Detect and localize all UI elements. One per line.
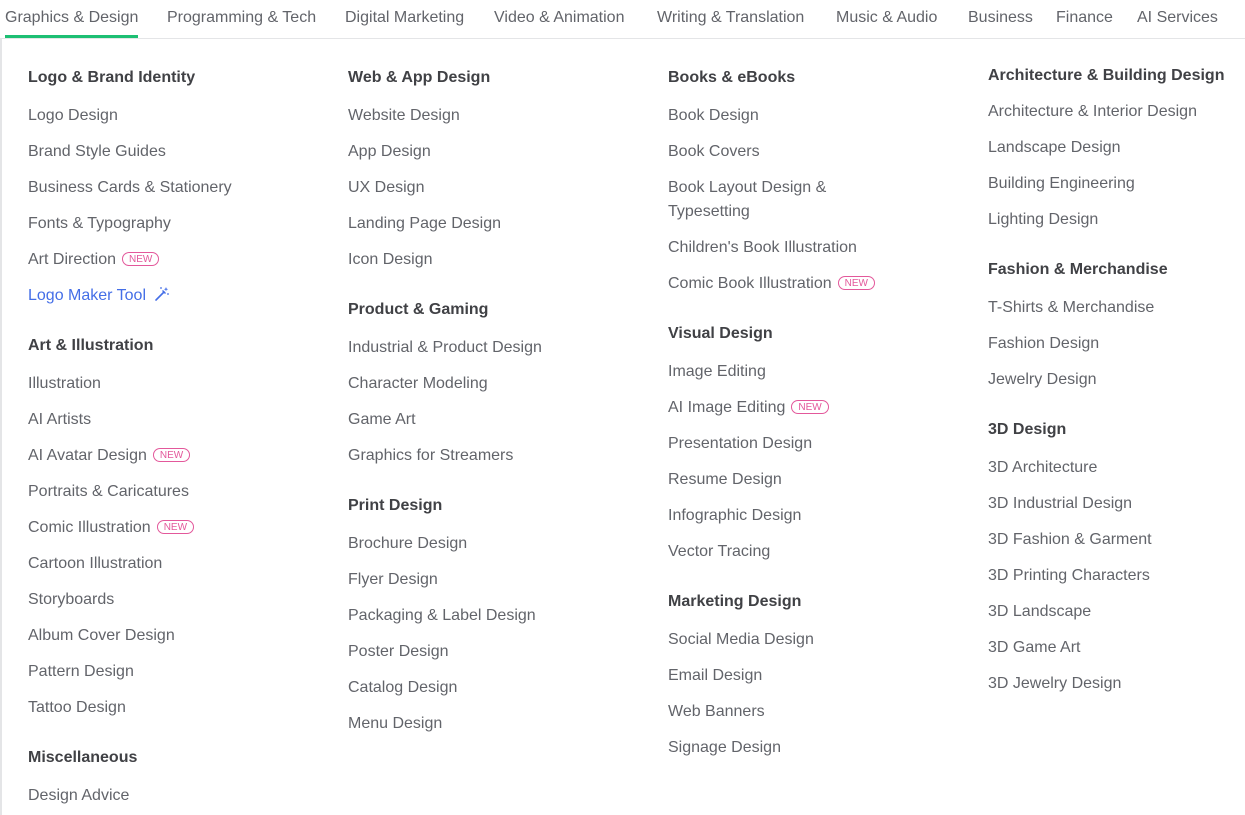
link-presentation-design[interactable]: Presentation Design: [668, 435, 813, 452]
link-3d-architecture[interactable]: 3D Architecture: [988, 459, 1098, 476]
link-storyboards[interactable]: Storyboards: [28, 591, 115, 608]
group-title-print-design: Print Design: [348, 497, 443, 514]
new-badge: NEW: [153, 448, 190, 462]
link-album-cover-design[interactable]: Album Cover Design: [28, 627, 175, 644]
link-building-engineering[interactable]: Building Engineering: [988, 175, 1135, 192]
link-3d-fashion-garment[interactable]: 3D Fashion & Garment: [988, 531, 1152, 548]
link-3d-industrial-design[interactable]: 3D Industrial Design: [988, 495, 1133, 512]
link-book-layout-typesetting[interactable]: Book Layout Design & Typesetting: [668, 179, 827, 220]
link-infographic-design[interactable]: Infographic Design: [668, 507, 802, 524]
magic-wand-icon: [154, 286, 170, 302]
link-ai-image-editing[interactable]: [668, 396, 829, 420]
link-business-cards[interactable]: Business Cards & Stationery: [28, 179, 232, 196]
link-brochure-design[interactable]: Brochure Design: [348, 535, 468, 552]
link-industrial-product-design[interactable]: Industrial & Product Design: [348, 339, 542, 356]
link-label: Comic Book Illustration: [668, 275, 832, 292]
group-title-logo-brand: Logo & Brand Identity: [28, 69, 196, 86]
link-comic-book-illustration[interactable]: [668, 272, 875, 296]
link-3d-game-art[interactable]: 3D Game Art: [988, 639, 1081, 656]
link-label: Art Direction: [28, 251, 117, 268]
link-lighting-design[interactable]: Lighting Design: [988, 211, 1099, 228]
link-logo-design[interactable]: Logo Design: [28, 107, 118, 124]
link-game-art[interactable]: Game Art: [348, 411, 416, 428]
link-vector-tracing[interactable]: Vector Tracing: [668, 543, 771, 560]
group-title-miscellaneous: Miscellaneous: [28, 749, 138, 766]
link-3d-printing-characters[interactable]: 3D Printing Characters: [988, 567, 1150, 584]
link-web-banners[interactable]: Web Banners: [668, 703, 765, 720]
link-social-media-design[interactable]: Social Media Design: [668, 631, 814, 648]
link-logo-maker-tool[interactable]: [28, 284, 170, 308]
group-title-marketing-design: Marketing Design: [668, 593, 802, 610]
link-app-design[interactable]: App Design: [348, 143, 431, 160]
link-art-direction[interactable]: [28, 248, 159, 272]
link-3d-landscape[interactable]: 3D Landscape: [988, 603, 1092, 620]
tab-video-animation[interactable]: Video & Animation: [494, 9, 625, 26]
group-title-web-app-design: Web & App Design: [348, 69, 491, 86]
group-title-art-illustration: Art & Illustration: [28, 337, 154, 354]
link-poster-design[interactable]: Poster Design: [348, 643, 449, 660]
tab-business[interactable]: Business: [968, 9, 1033, 26]
link-book-design[interactable]: Book Design: [668, 107, 759, 124]
link-label: AI Image Editing: [668, 399, 786, 416]
link-catalog-design[interactable]: Catalog Design: [348, 679, 458, 696]
tab-writing-translation[interactable]: Writing & Translation: [657, 9, 805, 26]
link-pattern-design[interactable]: Pattern Design: [28, 663, 134, 680]
left-divider: [0, 39, 2, 815]
link-landscape-design[interactable]: Landscape Design: [988, 139, 1121, 156]
link-menu-design[interactable]: Menu Design: [348, 715, 443, 732]
group-title-architecture-building: Architecture & Building Design: [988, 67, 1225, 84]
group-title-3d-design: 3D Design: [988, 421, 1067, 438]
link-book-covers[interactable]: Book Covers: [668, 143, 760, 160]
link-brand-style-guides[interactable]: Brand Style Guides: [28, 143, 166, 160]
link-fashion-design[interactable]: Fashion Design: [988, 335, 1100, 352]
link-illustration[interactable]: Illustration: [28, 375, 101, 392]
link-ai-avatar-design[interactable]: [28, 444, 190, 468]
link-landing-page-design[interactable]: Landing Page Design: [348, 215, 502, 232]
link-label: Comic Illustration: [28, 519, 151, 536]
new-badge: NEW: [122, 252, 159, 266]
tab-ai-services[interactable]: AI Services: [1137, 9, 1218, 26]
link-comic-illustration[interactable]: [28, 516, 194, 540]
link-ux-design[interactable]: UX Design: [348, 179, 425, 196]
link-label: Logo Maker Tool: [28, 287, 146, 304]
category-tabs: [0, 0, 1245, 39]
tab-programming-tech[interactable]: Programming & Tech: [167, 9, 317, 26]
link-icon-design[interactable]: Icon Design: [348, 251, 433, 268]
link-architecture-interior-design[interactable]: Architecture & Interior Design: [988, 103, 1197, 120]
link-childrens-book-illustration[interactable]: Children's Book Illustration: [668, 239, 857, 256]
link-label: AI Avatar Design: [28, 447, 147, 464]
link-design-advice[interactable]: Design Advice: [28, 787, 130, 804]
tab-music-audio[interactable]: Music & Audio: [836, 9, 938, 26]
link-ai-artists[interactable]: AI Artists: [28, 411, 92, 428]
link-jewelry-design[interactable]: Jewelry Design: [988, 371, 1097, 388]
link-website-design[interactable]: Website Design: [348, 107, 460, 124]
link-portraits-caricatures[interactable]: Portraits & Caricatures: [28, 483, 189, 500]
tab-digital-marketing[interactable]: Digital Marketing: [345, 9, 465, 26]
link-graphics-for-streamers[interactable]: Graphics for Streamers: [348, 447, 514, 464]
group-title-visual-design: Visual Design: [668, 325, 773, 342]
link-image-editing[interactable]: Image Editing: [668, 363, 766, 380]
link-packaging-label-design[interactable]: Packaging & Label Design: [348, 607, 536, 624]
link-resume-design[interactable]: Resume Design: [668, 471, 782, 488]
link-fonts-typography[interactable]: Fonts & Typography: [28, 215, 171, 232]
link-3d-jewelry-design[interactable]: 3D Jewelry Design: [988, 675, 1122, 692]
group-title-product-gaming: Product & Gaming: [348, 301, 489, 318]
group-title-books-ebooks: Books & eBooks: [668, 69, 796, 86]
link-character-modeling[interactable]: Character Modeling: [348, 375, 488, 392]
new-badge: NEW: [791, 400, 828, 414]
tab-graphics-design[interactable]: Graphics & Design: [5, 0, 138, 38]
new-badge: NEW: [157, 520, 194, 534]
tab-finance[interactable]: Finance: [1056, 9, 1113, 26]
new-badge: NEW: [838, 276, 875, 290]
group-title-fashion-merchandise: Fashion & Merchandise: [988, 261, 1168, 278]
link-tattoo-design[interactable]: Tattoo Design: [28, 699, 126, 716]
link-signage-design[interactable]: Signage Design: [668, 739, 781, 756]
link-email-design[interactable]: Email Design: [668, 667, 763, 684]
link-tshirts-merchandise[interactable]: T-Shirts & Merchandise: [988, 299, 1155, 316]
link-cartoon-illustration[interactable]: Cartoon Illustration: [28, 555, 163, 572]
link-flyer-design[interactable]: Flyer Design: [348, 571, 438, 588]
